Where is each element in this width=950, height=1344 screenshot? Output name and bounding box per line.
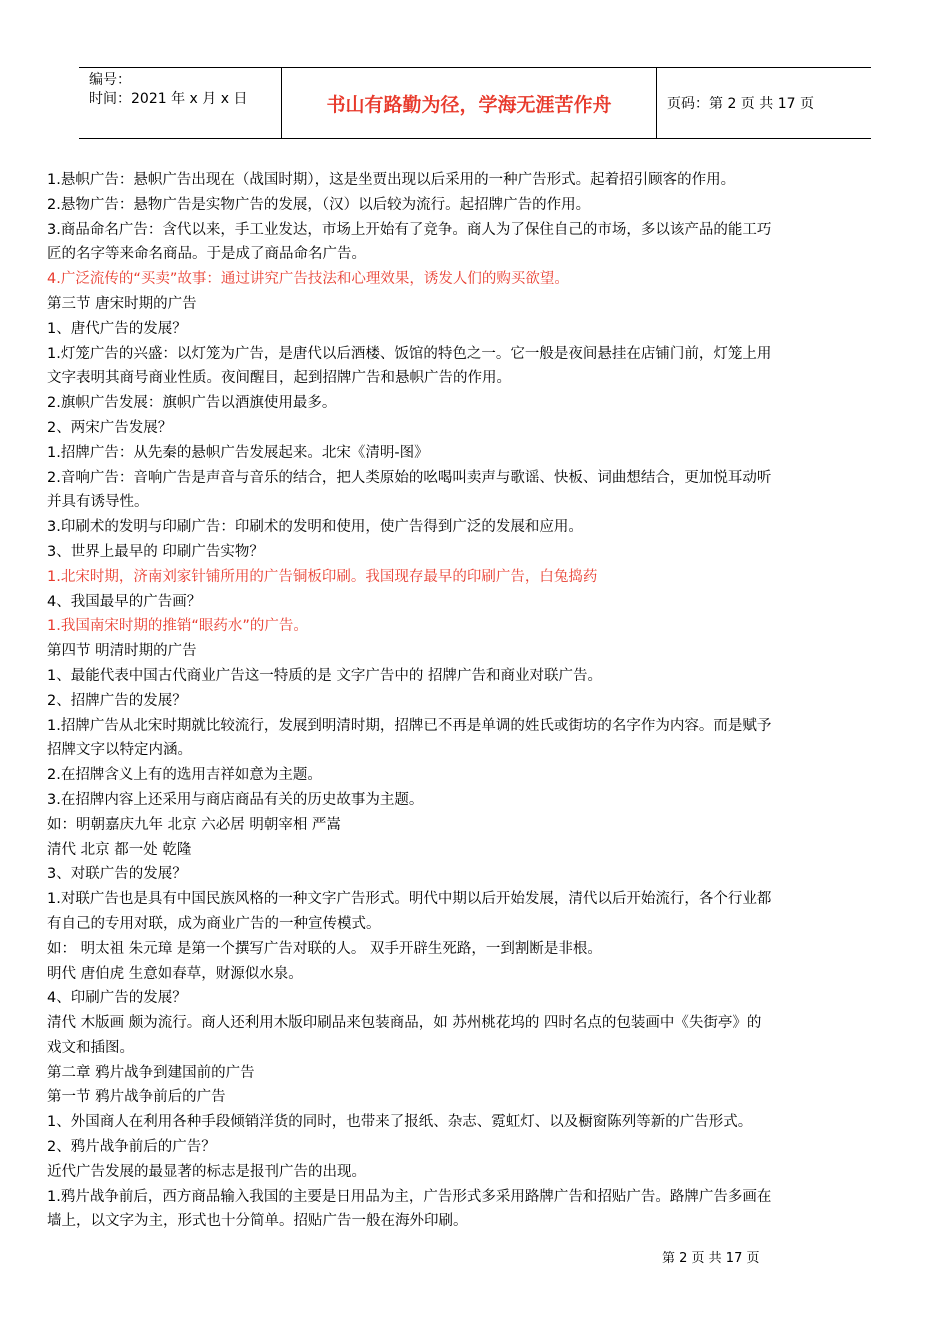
- text-line: 2、鸦片战争前后的广告？: [47, 1139, 216, 1156]
- text-line: 3、世界上最早的 印刷广告实物？: [47, 543, 264, 560]
- text-line: 墙上，以文字为主，形式也十分简单。招贴广告一般在海外印刷。: [47, 1213, 468, 1230]
- text-line: 1.北宋时期，济南刘家针铺所用的广告铜板印刷。我国现存最早的印刷广告，白兔捣药: [47, 568, 598, 585]
- text-line: 2.音响广告：音响广告是声音与音乐的结合，把人类原始的吆喝叫卖声与歌谣、快板、词曲想结合，更加悦耳动听: [47, 469, 772, 486]
- text-line: 匠的名字等来命名商品。于是成了商品命名广告。: [47, 246, 366, 263]
- document-date: 时间：2021 年 x 月 x 日: [89, 91, 248, 107]
- text-line: 文字表明其商号商业性质。夜间醒目，起到招牌广告和悬帜广告的作用。: [47, 370, 511, 387]
- page-footer: 第 2 页 共 17 页: [662, 1251, 760, 1266]
- document-number: 编号：: [89, 72, 131, 88]
- text-line: 第二章 鸦片战争到建国前的广告: [47, 1064, 255, 1081]
- text-line: 并具有诱导性。: [47, 494, 149, 511]
- text-line: 2.悬物广告：悬物广告是实物广告的发展，（汉）以后较为流行。起招牌广告的作用。: [47, 196, 591, 213]
- text-line: 1.灯笼广告的兴盛：以灯笼为广告，是唐代以后酒楼、饭馆的特色之一。它一般是夜间悬挂在店铺门前，灯笼上用: [47, 345, 772, 362]
- text-line: 1.招牌广告：从先秦的悬帜广告发展起来。北宋《清明-图》: [47, 444, 429, 461]
- text-line: 1、唐代广告的发展？: [47, 320, 187, 337]
- text-line: 2、两宋广告发展？: [47, 419, 173, 436]
- text-line: 3.商品命名广告：含代以来，手工业发达，市场上开始有了竞争。商人为了保住自己的市场，多以该产品的能工巧: [47, 221, 772, 238]
- text-line: 戏文和插图。: [47, 1039, 134, 1056]
- text-line: 明代 唐伯虎 生意如春草，财源似水泉。: [47, 965, 303, 982]
- text-line: 2.旗帜广告发展：旗帜广告以酒旗使用最多。: [47, 395, 337, 412]
- text-line: 第一节 鸦片战争前后的广告: [47, 1089, 226, 1106]
- text-line: 招牌文字以特定内涵。: [47, 742, 192, 759]
- header-meta: [79, 68, 282, 138]
- text-line: 1.鸦片战争前后，西方商品输入我国的主要是日用品为主，广告形式多采用路牌广告和招贴广告。路牌广告多画在: [47, 1188, 772, 1205]
- document-body: [47, 168, 897, 1234]
- text-line: 3.在招牌内容上还采用与商店商品有关的历史故事为主题。: [47, 791, 424, 808]
- text-line: 如：明朝嘉庆九年 北京 六必居 明朝宰相 严嵩: [47, 816, 341, 833]
- header-page-number: 页码：第 2 页 共 17 页: [667, 96, 814, 112]
- text-line: 3.印刷术的发明与印刷广告：印刷术的发明和使用，使广告得到广泛的发展和应用。: [47, 519, 583, 536]
- text-line: 如： 明太祖 朱元璋 是第一个撰写广告对联的人。 双手开辟生死路，一到割断是非根。: [47, 940, 602, 957]
- text-line: 清代 木版画 颇为流行。商人还利用木版印刷品来包装商品，如 苏州桃花坞的 四时名点的包装画中《失街亭》的: [47, 1015, 762, 1032]
- text-line: 1.我国南宋时期的推销“眼药水”的广告。: [47, 618, 308, 635]
- text-line: 1.对联广告也是具有中国民族风格的一种文字广告形式。明代中期以后开始发展，清代以后开始流行，各个行业都: [47, 891, 772, 908]
- header-motto: 书山有路勤为径，学海无涯苦作舟: [282, 68, 657, 138]
- text-line: 4、我国最早的广告画？: [47, 593, 202, 610]
- text-line: 1.招牌广告从北宋时期就比较流行，发展到明清时期，招牌已不再是单调的姓氏或街坊的名字作为内容。而是赋予: [47, 717, 772, 734]
- text-line: 4.广泛流传的“买卖”故事：通过讲究广告技法和心理效果，诱发人们的购买欲望。: [47, 271, 569, 288]
- text-line: 2.在招牌含义上有的选用吉祥如意为主题。: [47, 767, 322, 784]
- text-line: 1.悬帜广告：悬帜广告出现在（战国时期），这是坐贾出现以后采用的一种广告形式。起着招引顾客的作用。: [47, 172, 736, 188]
- text-line: 第三节 唐宋时期的广告: [47, 295, 197, 312]
- text-line: 第四节 明清时期的广告: [47, 643, 197, 660]
- text-line: 2、招牌广告的发展？: [47, 692, 187, 709]
- text-line: 4、印刷广告的发展？: [47, 990, 187, 1007]
- text-line: 1、最能代表中国古代商业广告这一特质的是 文字广告中的 招牌广告和商业对联广告。: [47, 667, 602, 684]
- text-line: 3、对联广告的发展？: [47, 866, 187, 883]
- text-line: 近代广告发展的最显著的标志是报刊广告的出现。: [47, 1163, 366, 1180]
- page-header: [79, 67, 871, 139]
- text-line: 有自己的专用对联，成为商业广告的一种宣传模式。: [47, 915, 381, 932]
- text-line: 1、外国商人在利用各种手段倾销洋货的同时，也带来了报纸、杂志、霓虹灯、以及橱窗陈列等新的广告形式。: [47, 1114, 753, 1131]
- text-line: 清代 北京 都一处 乾隆: [47, 841, 192, 858]
